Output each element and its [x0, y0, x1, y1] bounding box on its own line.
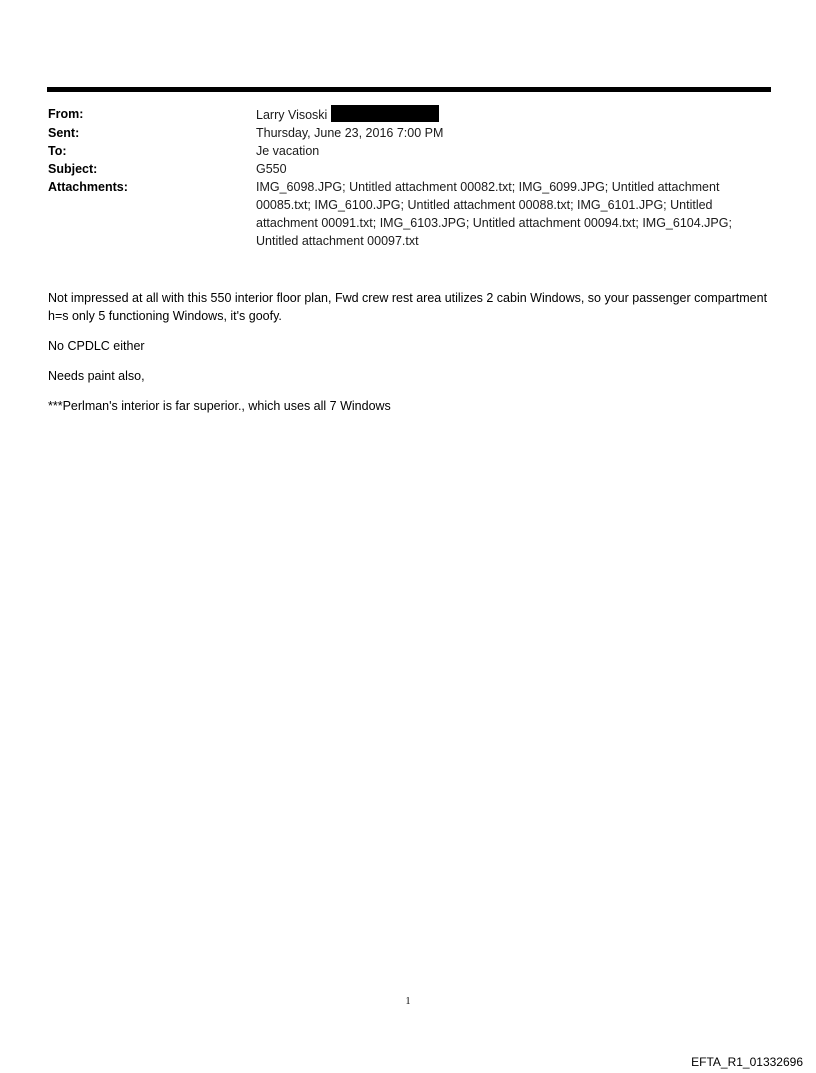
body-paragraph: ***Perlman's interior is far superior., which uses all 7 Windows	[48, 399, 391, 413]
from-value	[256, 105, 768, 124]
to-row	[48, 142, 768, 160]
to-value: Je vacation	[256, 144, 320, 158]
redaction-box	[331, 105, 439, 122]
email-body	[48, 289, 768, 427]
from-row	[48, 105, 768, 124]
attachments-label: Attachments:	[48, 180, 128, 194]
body-paragraph: Not impressed at all with this 550 interior floor plan, Fwd crew rest area utilizes 2 cabin Windows, so your passenger compartment h=s only 5 functioning Windows, it's goofy.	[48, 291, 768, 323]
page-number: 1	[405, 996, 411, 1007]
email-header	[48, 105, 768, 250]
header-divider-rule	[47, 87, 771, 92]
from-label: From:	[48, 107, 84, 121]
sent-row	[48, 124, 768, 142]
subject-value: G550	[256, 162, 287, 176]
to-label: To:	[48, 144, 67, 158]
attachments-value: IMG_6098.JPG; Untitled attachment 00082.txt; IMG_6099.JPG; Untitled attachment 00085.txt; IMG_6100.JPG; Untitled attachment 00088.txt; IMG_6101.JPG; Untitled attachment 00091.txt; IMG_6103.JPG; Untitled attachment 00094.txt; IMG_6104.JPG; Untitled attachment 00097.txt	[256, 180, 732, 248]
subject-label: Subject:	[48, 162, 98, 176]
document-id: EFTA_R1_01332696	[691, 1055, 803, 1069]
subject-row	[48, 160, 768, 178]
body-paragraph: No CPDLC either	[48, 339, 145, 353]
body-paragraph: Needs paint also,	[48, 369, 145, 383]
attachments-row	[48, 178, 768, 250]
sender-name: Larry Visoski	[256, 108, 328, 122]
sent-value: Thursday, June 23, 2016 7:00 PM	[256, 126, 444, 140]
sent-label: Sent:	[48, 126, 80, 140]
